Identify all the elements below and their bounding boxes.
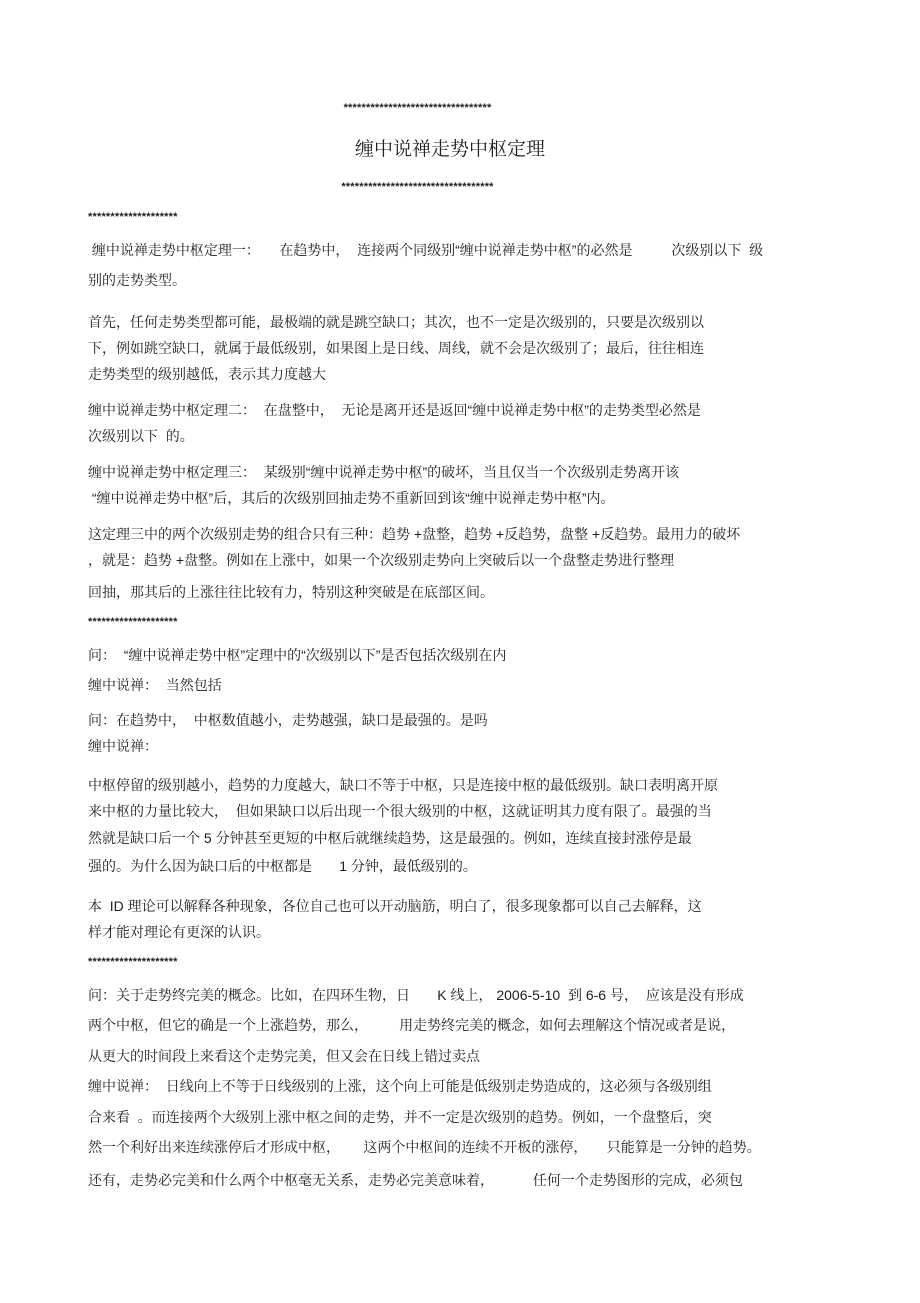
paragraph-line: 这定理三中的两个次级别走势的组合只有三种：趋势 +盘整，趋势 +反趋势，盘整 +反趋势。最用力的破坏 [88,526,741,542]
question-line: 问：关于走势终完美的概念。比如，在四环生物，日 K 线上， 2006-5-10 到 6-6 号， 应该是没有形成 [88,987,744,1003]
theorem-3-line: 缠中说禅走势中枢定理三： 某级别“缠中说禅走势中枢”的破坏，当且仅当一个次级别走势离开该 [88,464,680,480]
paragraph-line: 本 ID 理论可以解释各种现象，各位自己也可以开动脑筋，明白了，很多现象都可以自己去解释，这 [88,898,702,914]
paragraph-line: 然就是缺口后一个 5 分钟甚至更短的中枢后就继续趋势，这是最强的。例如，连续直接封涨停是最 [88,830,692,846]
paragraph-line: ，就是：趋势 +盘整。例如在上涨中，如果一个次级别走势向上突破后以一个盘整走势进行整理 [88,552,675,568]
theorem-1-line: 缠中说禅走势中枢定理一： 在趋势中， 连接两个同级别“缠中说禅走势中枢”的必然是 次级别以下 级 [88,242,764,258]
theorem-2-line: 缠中说禅走势中枢定理二： 在盘整中， 无论是离开还是返回“缠中说禅走势中枢”的走势类型必然是 [88,402,701,418]
answer-line: 缠中说禅： 日线向上不等于日线级别的上涨，这个向上可能是低级别走势造成的，这必须与各级别组 [88,1078,712,1094]
question-line: 两个中枢，但它的确是一个上涨趋势，那么， 用走势终完美的概念，如何去理解这个情况或者是说， [88,1017,736,1033]
document-title: 缠中说禅走势中枢定理 [354,139,545,160]
paragraph-line: 走势类型的级别越低，表示其力度越大 [88,366,326,382]
paragraph-line: 下，例如跳空缺口，就属于最低级别，如果图上是日线、周线，就不会是次级别了；最后，往往相连 [88,340,704,356]
theorem-2-line: 次级别以下 的。 [88,428,194,444]
paragraph-line: 中枢停留的级别越小，趋势的力度越大，缺口不等于中枢，只是连接中枢的最低级别。缺口表明离开原 [88,777,718,793]
separator: ******************** [88,616,178,628]
separator: ******************** [88,956,178,968]
header-stars-bottom: ********************************** [341,181,494,193]
answer-line: 缠中说禅： [88,738,158,754]
paragraph-line: 来中枢的力量比较大， 但如果缺口以后出现一个很大级别的中枢，这就证明其力度有限了。最强的当 [88,803,712,819]
theorem-1-line: 别的走势类型。 [88,272,186,288]
paragraph-line: 首先，任何走势类型都可能，最极端的就是跳空缺口；其次，也不一定是次级别的，只要是次级别以 [88,314,704,330]
question-line: 从更大的时间段上来看这个走势完美，但又会在日线上错过卖点 [88,1048,480,1064]
header-stars-top: ********************************* [343,102,492,114]
paragraph-line: 样才能对理论有更深的认识。 [88,924,270,940]
answer-line: 合来看 。而连接两个大级别上涨中枢之间的走势，并不一定是次级别的趋势。例如，一个盘整后，突 [88,1109,712,1125]
paragraph-line: 回抽，那其后的上涨往往比较有力，特别这种突破是在底部区间。 [88,584,494,600]
question-line: 问： “缠中说禅走势中枢”定理中的“次级别以下”是否包括次级别在内 [88,647,507,663]
separator: ******************** [88,211,178,223]
answer-line: 然一个利好出来连续涨停后才形成中枢， 这两个中枢间的连续不开板的涨停， 只能算是一分钟的趋势。 [88,1139,761,1155]
theorem-3-line: “缠中说禅走势中枢”后，其后的次级别回抽走势不重新回到该“缠中说禅走势中枢”内。 [88,490,615,506]
answer-line: 还有，走势必完美和什么两个中枢毫无关系，走势必完美意味着， 任何一个走势图形的完成，必须包 [88,1172,743,1188]
paragraph-line: 强的。为什么因为缺口后的中枢都是 1 分钟，最低级别的。 [88,858,477,874]
answer-line: 缠中说禅： 当然包括 [88,677,222,693]
question-line: 问：在趋势中， 中枢数值越小，走势越强，缺口是最强的。是吗 [88,712,488,728]
